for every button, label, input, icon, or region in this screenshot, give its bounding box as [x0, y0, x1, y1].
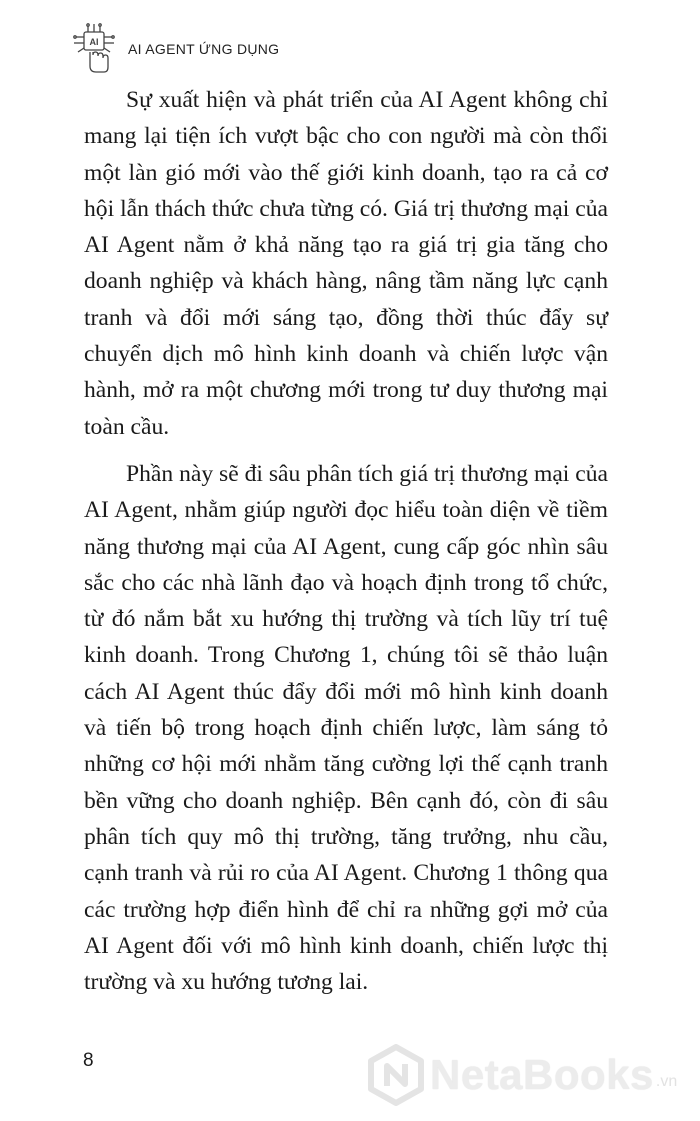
paragraph-1: Sự xuất hiện và phát triển của AI Agent không chỉ mang lại tiện ích vượt bậc cho con người mà còn thổi một làn gió mới vào thế giới kinh doanh, tạo ra cả cơ hội lẫn thách thức chưa từng có. Giá trị thương mại của AI Agent nằm ở khả năng tạo ra giá trị gia tăng cho doanh nghiệp và khách hàng, nâng tầm năng lực cạnh tranh và đổi mới sáng tạo, đồng thời thúc đẩy sự chuyển dịch mô hình kinh doanh và chiến lược vận hành, mở ra một chương mới trong tư duy thương mại toàn cầu.	[84, 87, 608, 440]
page-number: 8	[83, 1050, 94, 1071]
running-header	[70, 20, 279, 76]
netabooks-logo-icon	[366, 1044, 426, 1106]
body-text	[84, 82, 608, 1000]
watermark	[366, 1040, 677, 1110]
header-title: AI AGENT ỨNG DỤNG	[128, 41, 280, 57]
watermark-brand: NetaBooks	[430, 1051, 654, 1098]
paragraph-2: Phần này sẽ đi sâu phân tích giá trị thương mại của AI Agent, nhằm giúp người đọc hiểu toàn diện về tiềm năng thương mại của AI Agent, cung cấp góc nhìn sâu sắc cho các nhà lãnh đạo và hoạch định trong tổ chức, từ đó nắm bắt xu hướng thị trường và tích lũy trí tuệ kinh doanh. Trong Chương 1, chúng tôi sẽ thảo luận cách AI Agent thúc đẩy đổi mới mô hình kinh doanh và tiến bộ trong hoạch định chiến lược, làm sáng tỏ những cơ hội mới nhằm tăng cường lợi thế cạnh tranh bền vững cho doanh nghiệp. Bên cạnh đó, còn đi sâu phân tích quy mô thị trường, tăng trưởng, nhu cầu, cạnh tranh và rủi ro của AI Agent. Chương 1 thông qua các trường hợp điển hình để chỉ ra những gợi mở của AI Agent đối với mô hình kinh doanh, chiến lược thị trường và xu hướng tương lai.	[84, 460, 608, 996]
watermark-suffix: .vn	[655, 1073, 678, 1090]
chip-label: AI	[89, 37, 99, 47]
ai-chip-hand-icon	[70, 22, 118, 74]
